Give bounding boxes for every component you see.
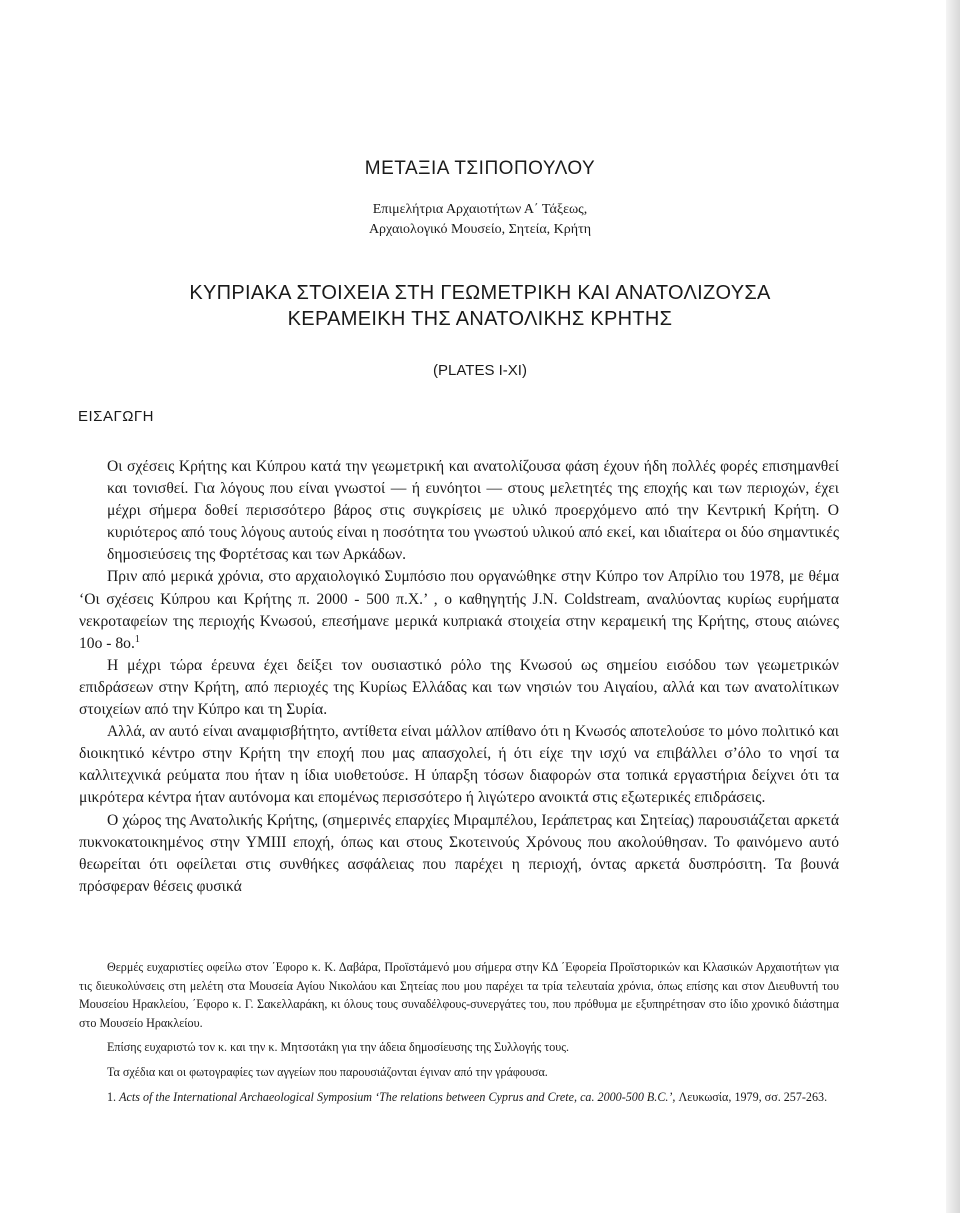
section-heading: ΕΙΣΑΓΩΓΗ (78, 408, 155, 425)
footnotes (79, 958, 839, 1112)
title-line-1: ΚΥΠΡΙΑΚΑ ΣΤΟΙΧΕΙΑ ΣΤΗ ΓΕΩΜΕΤΡΙΚΗ ΚΑΙ ΑΝΑΤΟΛΙΖΟΥΣΑ (189, 282, 771, 304)
author-name: ΜΕΤΑΞΙΑ ΤΣΙΠΟΠΟΥΛΟΥ (364, 158, 596, 179)
paragraph-4: Αλλά, αν αυτό είναι αναμφισβήτητο, αντίθετα είναι μάλλον απίθανο ότι η Κνωσός αποτελούσε το μόνο πολιτικό και διοικητικό κέντρο στην Κρήτη την εποχή που μας απασχολεί, ή ότι είχε την ισχύ να επιβάλλει σ’όλο το νησί τα καλλιτεχνικά ρεύματα που ήταν η ίδια υιοθετούσε. Η ύπαρξη τόσων διαφορών στα τοπικά εργαστήρια δείχνει ότι τα μικρότερα κέντρα ήταν αυτόνομα και επομένως περισσότερο ή λιγώτερο ανοικτά στις εξωτερικές επιδράσεις. (79, 723, 839, 807)
paragraph-3: Η μέχρι τώρα έρευνα έχει δείξει τον ουσιαστικό ρόλο της Κνωσού ως σημείου εισόδου των γεωμετρικών επιδράσεων στην Κρήτη, από περιοχές της Κυρίως Ελλάδας και των νησιών του Αιγαίου, αλλά και των ανατολίτικων στοιχείων από την Κύπρο και τη Συρία. (79, 656, 839, 719)
paragraph-1: Οι σχέσεις Κρήτης και Κύπρου κατά την γεωμετρική και ανατολίζουσα φάση έχουν ήδη πολλές φορές επισημανθεί και τονισθεί. Για λόγους που είναι γνωστοί — ή ευνόητοι — στους μελετητές της εποχής και των περιοχών, έχει μέχρι σήμερα δοθεί περισσότερο βάρος στις συγκρίσεις με υλικό προερχόμενο από την Κεντρική Κρήτη. Ο κυριότερος από τους λόγους αυτούς είναι η ποσότητα του γνωστού υλικού από εκεί, και ιδιαίτερα οι δύο σημαντικές δημοσιεύσεις της Φορτέτσας και των Αρκάδων. (107, 458, 839, 564)
body-text (79, 456, 839, 898)
title-line-2: ΚΕΡΑΜΕΙΚΗ ΤΗΣ ΑΝΑΤΟΛΙΚΗΣ ΚΡΗΤΗΣ (287, 308, 673, 330)
footnote-citation: Λευκωσία, 1979, σσ. 257-263. (678, 1089, 828, 1104)
acknowledgement-note: Θερμές ευχαριστίες οφείλω στον ΄Εφορο κ. Κ. Δαβάρα, Προϊστάμενό μου σήμερα στην ΚΔ ΄Εφορεία Προϊστορικών και Κλασικών Αρχαιοτήτων για τις διευκολύνσεις στη μελέτη στα Μουσεία Αγίου Νικολάου και Σητείας που μου παρέχει τα τρία τελευταία χρόνια, όπως επίσης και στον Διευθυντή του Μουσείου Ηρακλείου, ΄Εφορο κ. Γ. Σακελλαράκη, κι όλους τους συναδέλφους-συνεργάτες του, που πρόθυμα με εξυπηρέτησαν στο ίδιο χρονικό διάστημα στο Μουσείο Ηρακλείου. (79, 960, 839, 1030)
affiliation-line-2: Αρχαιολογικό Μουσείο, Σητεία, Κρήτη (368, 222, 592, 237)
page-edge-shadow (946, 0, 960, 1213)
footnote-title: Acts of the International Archaeological Symposium ‘The relations between Cyprus and Crete, ca. 2000-500 B.C.’, (119, 1089, 676, 1104)
author-affiliation (0, 200, 960, 240)
footnote-number: 1. (107, 1089, 117, 1104)
drawings-note: Τα σχέδια και οι φωτογραφίες των αγγείων που παρουσιάζονται έγιναν από την γράφουσα. (107, 1064, 548, 1079)
affiliation-line-1: Επιμελήτρια Αρχαιοτήτων Α΄ Τάξεως, (372, 202, 588, 217)
article-title (0, 280, 960, 332)
thanks-note: Επίσης ευχαριστώ τον κ. και την κ. Μητσοτάκη για την άδεια δημοσίευσης της Συλλογής τους. (107, 1040, 570, 1055)
footnote-marker-1: 1 (134, 633, 140, 645)
paragraph-2-text: Πριν από μερικά χρόνια, στο αρχαιολογικό Συμπόσιο που οργανώθηκε στην Κύπρο τον Απρίλιο του 1978, με θέμα ‘Οι σχέσεις Κύπρου και Κρήτης π. 2000 - 500 π.Χ.’ , ο καθηγητής J.N. Coldstream, αναλύοντας κυρίως ευρήματα νεκροταφείων της περιοχής Κνωσού, επεσήμανε μερικά κυπριακά στοιχεία στην κεραμεική της Κρήτης, στους αιώνες 10ο - 8ο. (79, 568, 839, 652)
plates-reference: (PLATES I-XI) (433, 362, 527, 379)
paragraph-5: Ο χώρος της Ανατολικής Κρήτης, (σημερινές επαρχίες Μιραμπέλου, Ιεράπετρας και Σητείας) παρουσιάζεται αρκετά πυκνοκατοικημένος στην ΥΜΙΙΙ εποχή, όπως και στους Σκοτεινούς Χρόνους που ακολούθησαν. Το φαινόμενο αυτό θεωρείται ότι οφείλεται στις συνθήκες ασφάλειας που παρέχει η περιοχή, όντας αρκετά δυσπρόσιτη. Τα βουνά πρόσφεραν θέσεις φυσικά (79, 811, 839, 895)
footnote-1 (79, 1088, 839, 1107)
paragraph-2 (79, 566, 839, 654)
